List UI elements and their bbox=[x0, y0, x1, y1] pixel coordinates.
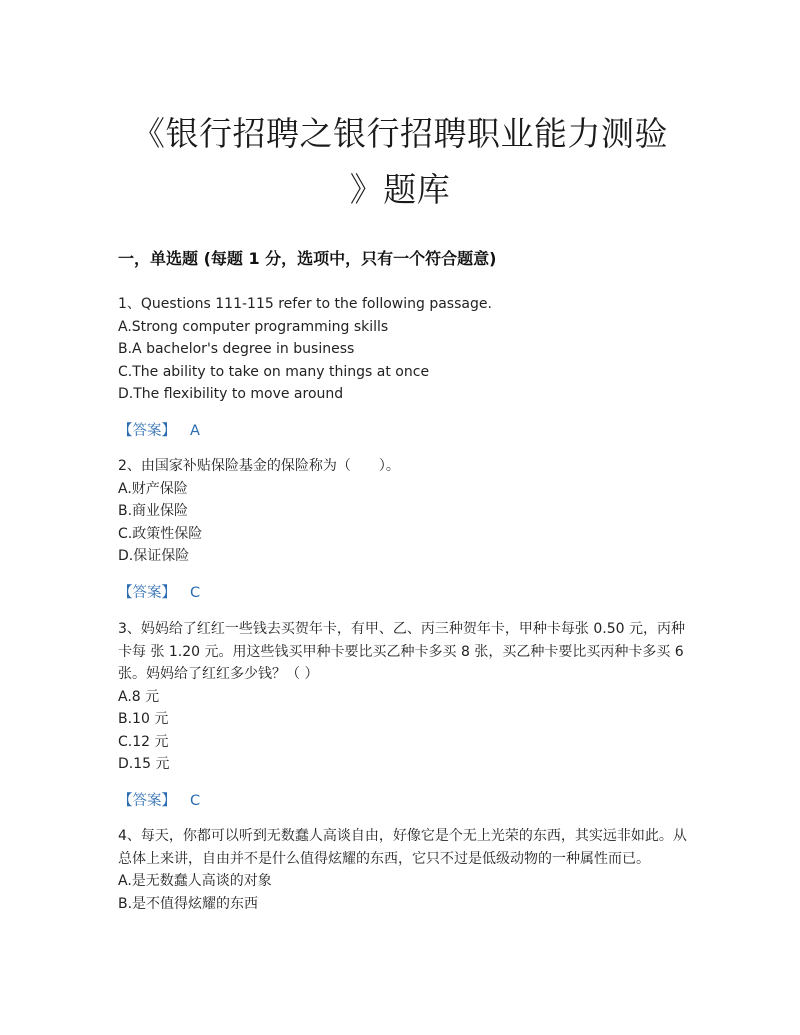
question-1 bbox=[118, 293, 688, 442]
answer-value: C bbox=[190, 584, 201, 601]
option-a: A.8 元 bbox=[118, 688, 160, 705]
option-a: A.Strong computer programming skills bbox=[118, 318, 389, 335]
answer-row bbox=[118, 790, 688, 812]
answer-row bbox=[118, 420, 688, 442]
title-line-2: 》题库 bbox=[349, 170, 451, 209]
question-stem: 3、妈妈给了红红一些钱去买贺年卡，有甲、乙、丙三种贺年卡，甲种卡每张 0.50 元，丙种卡每 张 1.20 元。用这些钱买甲种卡要比买乙种卡多买 8 张，买乙种卡要比买丙种卡多买 6 张。妈妈给了红红多少钱？（ ） bbox=[118, 621, 685, 682]
question-4 bbox=[118, 825, 688, 915]
option-b: B.商业保险 bbox=[118, 503, 189, 519]
option-a: A.是无数蠢人高谈的对象 bbox=[118, 873, 272, 889]
option-c: C.政策性保险 bbox=[118, 525, 203, 542]
answer-value: A bbox=[190, 422, 200, 439]
question-stem: 2、由国家补贴保险基金的保险称为（ ）。 bbox=[118, 458, 400, 474]
question-stem: 1、Questions 111-115 refer to the following passage. bbox=[118, 296, 492, 312]
answer-value: C bbox=[190, 792, 201, 809]
option-a: A.财产保险 bbox=[118, 480, 188, 497]
section-heading: 一，单选题 (每题 1 分，选项中，只有一个符合题意) bbox=[118, 249, 497, 268]
option-d: D.The flexibility to move around bbox=[118, 386, 344, 402]
question-3 bbox=[118, 618, 688, 812]
option-b: B.10 元 bbox=[118, 711, 169, 727]
option-d: D.保证保险 bbox=[118, 548, 190, 564]
question-stem: 4、每天，你都可以听到无数蠢人高谈自由，好像它是个无上光荣的东西，其实远非如此。从 总体上来讲，自由并不是什么值得炫耀的东西，它只不过是低级动物的一种属性而已。 bbox=[118, 828, 687, 867]
title-line-1: 《银行招聘之银行招聘职业能力测验 bbox=[132, 114, 668, 153]
document-title bbox=[100, 106, 700, 218]
answer-label: 【答案】 bbox=[118, 422, 176, 439]
answer-label: 【答案】 bbox=[118, 792, 176, 809]
option-c: C.12 元 bbox=[118, 733, 169, 750]
answer-row bbox=[118, 582, 688, 604]
answer-label: 【答案】 bbox=[118, 584, 176, 601]
option-c: C.The ability to take on many things at once bbox=[118, 363, 430, 380]
option-b: B.是不值得炫耀的东西 bbox=[118, 895, 259, 912]
question-2 bbox=[118, 455, 688, 604]
option-d: D.15 元 bbox=[118, 756, 170, 772]
option-b: B.A bachelor's degree in business bbox=[118, 341, 355, 357]
